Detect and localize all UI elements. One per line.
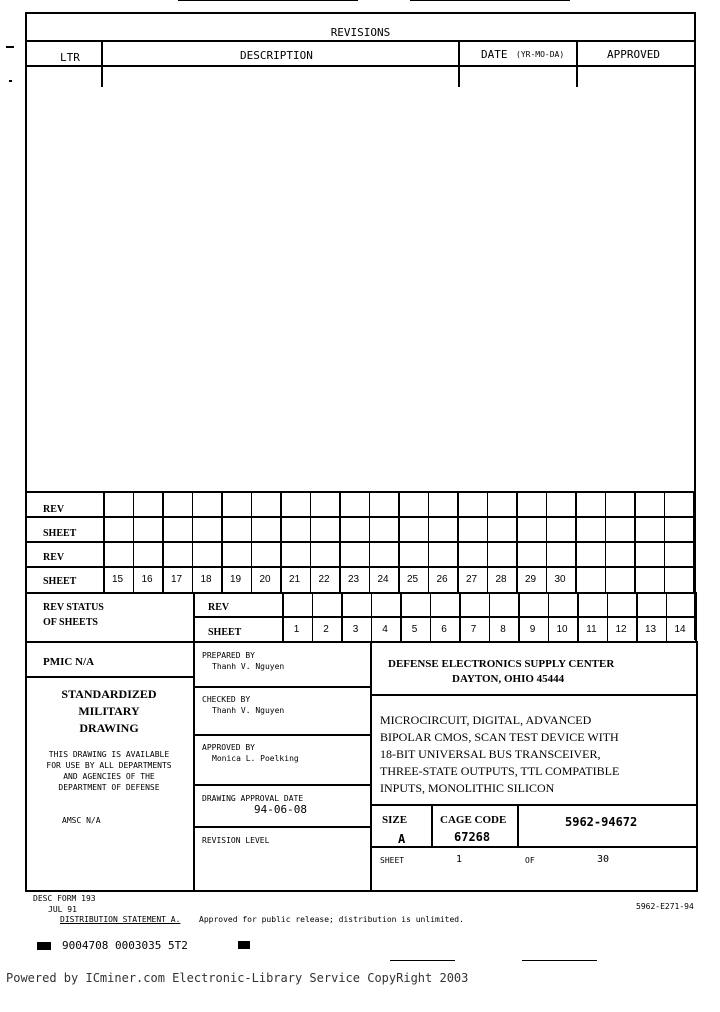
grid-column-line xyxy=(693,491,695,592)
form-date: JUL 91 xyxy=(48,905,77,914)
upper-sheet-number: 20 xyxy=(259,574,271,585)
upper-sheet-number: 28 xyxy=(495,574,507,585)
lower-sheet-number: 8 xyxy=(500,624,506,635)
block-divider xyxy=(370,641,372,892)
lower-sheet-number: 5 xyxy=(411,624,418,635)
agency-line-2: DAYTON, OHIO 45444 xyxy=(452,673,565,685)
upper-sheet-number: 19 xyxy=(229,574,242,585)
avail-line-2: FOR USE BY ALL DEPARTMENTS xyxy=(46,761,172,770)
form-number: DESC FORM 193 xyxy=(33,894,96,903)
desc-line-1: MICROCIRCUIT, DIGITAL, ADVANCED xyxy=(380,713,592,727)
pmic: PMIC N/A xyxy=(43,656,95,668)
col-divider xyxy=(458,40,460,87)
cage-label: CAGE CODE xyxy=(440,814,507,826)
revisions-divider xyxy=(25,40,696,42)
size-value: A xyxy=(398,832,406,846)
mid-divider xyxy=(193,784,370,786)
agency-line-1: DEFENSE ELECTRONICS SUPPLY CENTER xyxy=(388,658,615,670)
mid-divider xyxy=(193,734,370,736)
upper-sheet-number: 17 xyxy=(170,574,183,585)
cage-divider xyxy=(517,804,519,846)
revision-level-label: REVISION LEVEL xyxy=(202,836,270,845)
desc-line-4: THREE-STATE OUTPUTS, TTL COMPATIBLE xyxy=(380,764,620,778)
col-approved: APPROVED xyxy=(607,48,660,61)
avail-line-3: AND AGENCIES OF THE xyxy=(63,772,155,781)
ref-code: 5962-E271-94 xyxy=(636,902,694,911)
sheet-label: SHEET xyxy=(43,528,77,539)
grid-column-line xyxy=(695,592,697,641)
sheet-label: SHEET xyxy=(208,627,242,638)
distribution-label: DISTRIBUTION STATEMENT A. xyxy=(60,915,181,924)
approval-date-label: DRAWING APPROVAL DATE xyxy=(202,794,304,803)
block-right xyxy=(696,641,698,892)
std-line-3: DRAWING xyxy=(79,721,139,735)
lower-sheet-number: 11 xyxy=(586,624,597,635)
size-label: SIZE xyxy=(382,814,408,826)
upper-sheet-number: 24 xyxy=(377,574,389,585)
lower-sheet-number: 10 xyxy=(556,624,568,635)
col-date-format: (YR-MO-DA) xyxy=(516,50,565,59)
of-sheets-label: OF SHEETS xyxy=(43,617,98,628)
mid-divider xyxy=(193,686,370,688)
barcode-text: 9004708 0003035 5T2 xyxy=(62,939,188,952)
lower-sheet-number: 2 xyxy=(323,624,329,635)
upper-sheet-number: 26 xyxy=(436,574,448,585)
col-ltr: LTR xyxy=(60,51,80,64)
status-divider xyxy=(193,592,195,641)
grid-column-line xyxy=(664,491,666,592)
grid-top xyxy=(25,491,696,493)
frame-bottom xyxy=(25,890,698,892)
doc-number: 5962-94672 xyxy=(565,815,638,829)
upper-sheet-number: 30 xyxy=(554,574,566,585)
lower-sheet-number: 6 xyxy=(441,624,447,635)
revisions-header-bottom xyxy=(25,65,696,67)
sheet-number: 1 xyxy=(456,854,463,865)
avail-line-4: DEPARTMENT OF DEFENSE xyxy=(58,783,160,792)
prepared-label: PREPARED BY xyxy=(202,651,255,660)
upper-sheet-number: 27 xyxy=(465,574,478,585)
rev-label: REV xyxy=(43,504,65,515)
sheet-label: SHEET xyxy=(43,576,77,587)
lower-sheet-number: 3 xyxy=(352,624,359,635)
rev-label: REV xyxy=(208,602,230,613)
lower-sheet-number: 12 xyxy=(615,624,627,635)
distribution-text: Approved for public release; distribution is unlimited. xyxy=(199,915,464,924)
powered-by-footer: Powered by ICminer.com Electronic-Library Service CopyRight 2003 xyxy=(6,971,469,985)
pmic-divider xyxy=(25,676,193,678)
approval-date: 94-06-08 xyxy=(254,803,307,816)
upper-sheet-number: 25 xyxy=(406,574,419,585)
sheet-label: SHEET xyxy=(380,856,405,865)
grid-column-line xyxy=(605,491,607,592)
grid-line xyxy=(25,566,696,568)
top-edge-mark xyxy=(178,0,358,1)
lower-sheet-number: 9 xyxy=(529,624,536,635)
size-divider xyxy=(431,804,433,846)
lower-sheet-number: 14 xyxy=(674,624,686,635)
margin-mark xyxy=(6,46,14,48)
rev-label: REV xyxy=(43,552,65,563)
col-divider xyxy=(101,40,103,87)
cage-code: 67268 xyxy=(454,830,491,844)
approved-label: APPROVED BY xyxy=(202,743,255,752)
lower-sheet-number: 4 xyxy=(382,624,388,635)
col-date: DATE xyxy=(481,48,508,61)
upper-sheet-number: 29 xyxy=(524,574,537,585)
margin-mark xyxy=(9,80,12,82)
desc-line-2: BIPOLAR CMOS, SCAN TEST DEVICE WITH xyxy=(380,730,619,744)
upper-sheet-number: 15 xyxy=(111,574,124,585)
rule-mark xyxy=(390,960,455,961)
lower-sheet-number: 1 xyxy=(293,624,300,635)
avail-line-1: THIS DRAWING IS AVAILABLE xyxy=(48,750,170,759)
grid-line xyxy=(25,592,696,594)
grid-bottom xyxy=(25,641,696,643)
rev-status-label: REV STATUS xyxy=(43,602,104,613)
std-line-2: MILITARY xyxy=(78,704,140,718)
right-divider xyxy=(370,846,696,848)
top-edge-mark xyxy=(410,0,570,1)
sheet-total: 30 xyxy=(597,854,610,865)
grid-line xyxy=(193,616,696,618)
std-line-1: STANDARDIZED xyxy=(61,687,157,701)
approved-by: Monica L. Poelking xyxy=(212,754,299,763)
desc-line-3: 18-BIT UNIVERSAL BUS TRANSCEIVER, xyxy=(380,747,601,761)
right-divider xyxy=(370,804,696,806)
block-divider xyxy=(193,641,195,892)
checked-by: Thanh V. Nguyen xyxy=(212,706,285,715)
checked-label: CHECKED BY xyxy=(202,695,251,704)
frame-top xyxy=(25,12,696,14)
frame-left xyxy=(25,12,27,892)
upper-sheet-number: 23 xyxy=(347,574,360,585)
right-divider xyxy=(370,694,696,696)
col-divider xyxy=(576,40,578,87)
amsc: AMSC N/A xyxy=(62,816,101,825)
grid-line xyxy=(25,541,696,543)
mid-divider xyxy=(193,826,370,828)
prepared-by: Thanh V. Nguyen xyxy=(212,662,285,671)
lower-sheet-number: 7 xyxy=(470,624,477,635)
grid-column-line xyxy=(634,491,636,592)
grid-column-line xyxy=(575,491,577,592)
grid-line xyxy=(25,516,696,518)
rule-mark xyxy=(522,960,597,961)
barcode-block-icon xyxy=(238,941,250,949)
desc-line-5: INPUTS, MONOLITHIC SILICON xyxy=(380,781,555,795)
barcode-block-icon xyxy=(37,942,51,950)
of-label: OF xyxy=(525,856,535,865)
upper-sheet-number: 21 xyxy=(288,574,301,585)
upper-sheet-number: 22 xyxy=(318,574,330,585)
upper-sheet-number: 18 xyxy=(200,574,212,585)
revisions-title: REVISIONS xyxy=(330,26,391,39)
lower-sheet-number: 13 xyxy=(644,624,657,635)
col-description: DESCRIPTION xyxy=(240,49,313,62)
upper-sheet-number: 16 xyxy=(141,574,153,585)
